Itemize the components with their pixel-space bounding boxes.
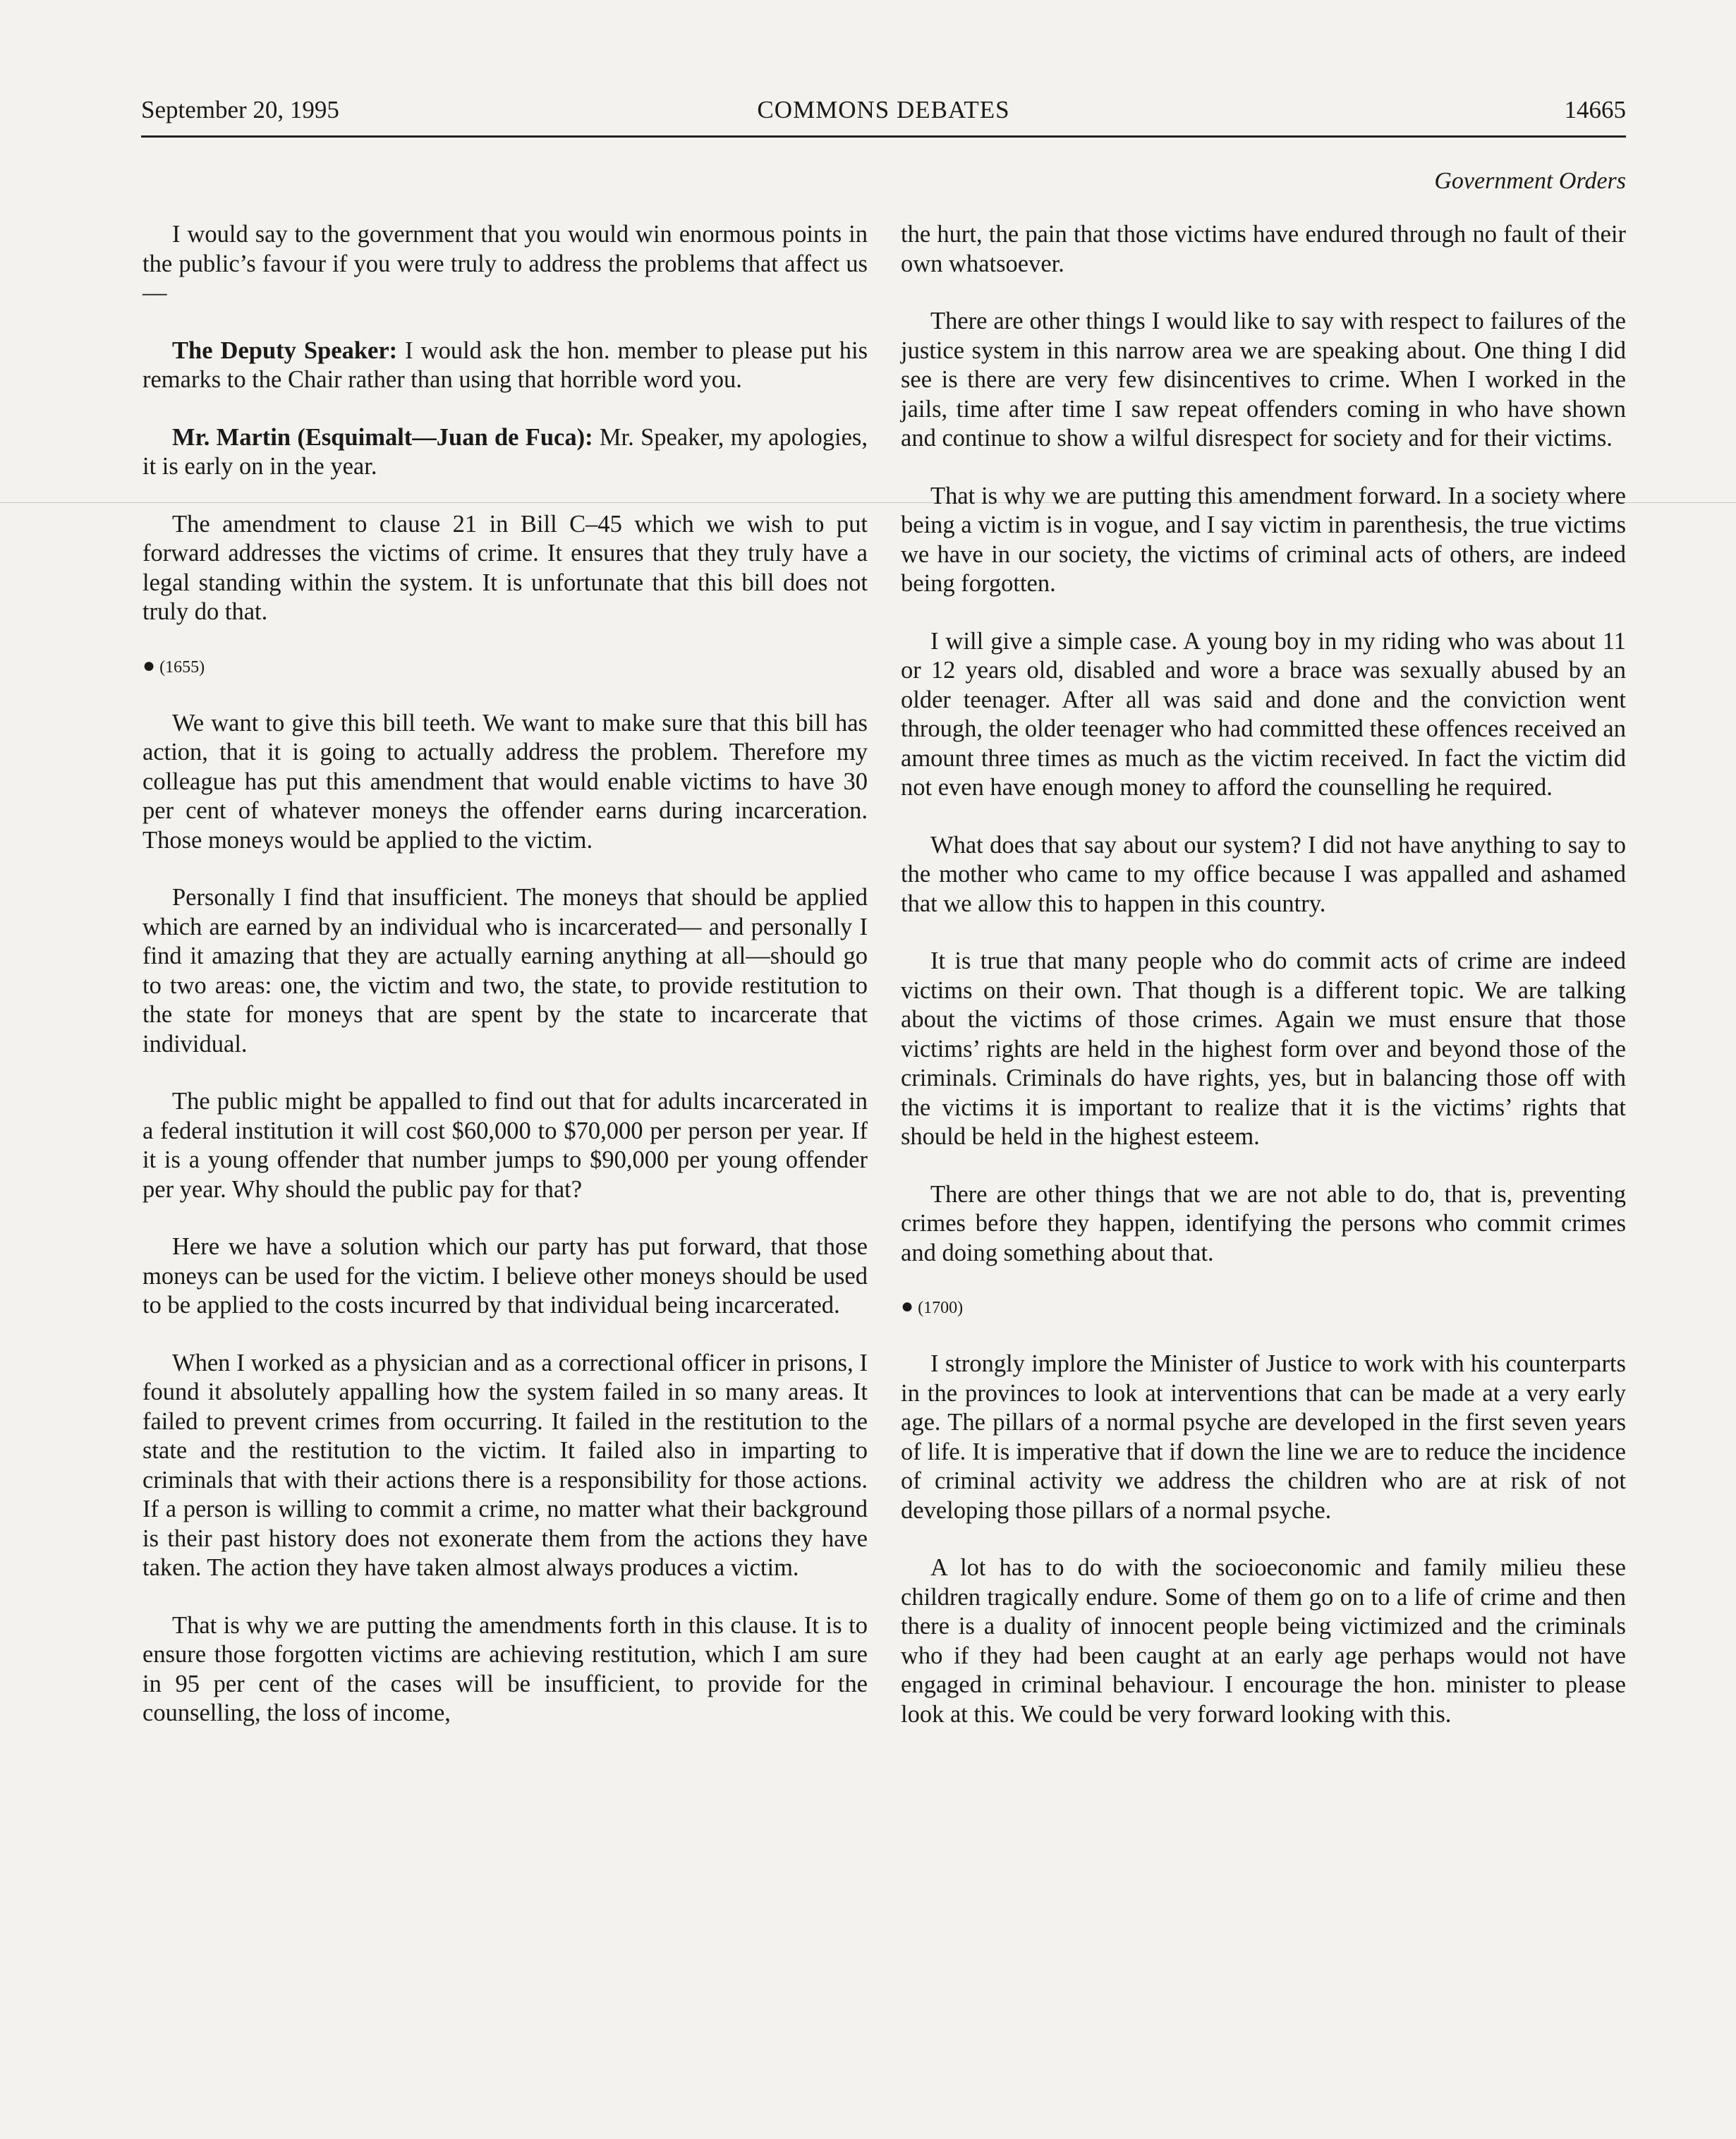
speaker-name: Mr. Martin (Esquimalt—Juan de Fuca): [172, 423, 593, 451]
right-column [901, 220, 1626, 1757]
header-rule [141, 135, 1626, 138]
page-header [141, 96, 1626, 135]
paragraph: There are other things I would like to say with respect to failures of the justice system in this narrow area we are speaking about. One thing I did see is there are very few disincentives to crime. When I worked in the jails, time after time I saw repeat offenders coming in who have shown and continue to show a wilful disrespect for society and for their victims. [901, 308, 1626, 452]
header-page-number: 14665 [1564, 96, 1626, 123]
paragraph: That is why we are putting this amendment forward. In a society where being a victim is in vogue, and I say victim in parenthesis, the true victims we have in our society, the victims of criminal acts of others, are indeed being forgotten. [901, 482, 1626, 597]
paragraph: I strongly implore the Minister of Justice to work with his counterparts in the provinces to look at interventions that can be made at a very early age. The pillars of a normal psyche are developed in the first seven years of life. It is imperative that if down the line we are to reduce the incidence of criminal activity we address the children who are at risk of not developing those pillars of a normal psyche. [901, 1350, 1626, 1524]
paragraph: I would say to the government that you would win enormous points in the public’s favour if you were truly to address the problems that affect us— [142, 221, 868, 306]
paragraph: There are other things that we are not able to do, that is, preventing crimes before they happen, identifying the persons who commit crimes and doing something about that. [901, 1180, 1626, 1266]
paragraph: I will give a simple case. A young boy in my riding who was about 11 or 12 years old, disabled and wore a brace was sexually abused by an older teenager. After all was said and done and the conviction went through, the older teenager who had committed these offences received an amount three times as much as the victim received. In fact the victim did not even have enough money to afford the counselling he required. [901, 627, 1626, 801]
paragraph [142, 337, 868, 395]
paragraph: When I worked as a physician and as a correctional officer in prisons, I found it absolutely appalling how the system failed in so many areas. It failed to prevent crimes from occurring. It failed in the restitution to the state and the restitution to the victim. It failed also in imparting to criminals that with their actions there is a responsibility for those actions. If a person is willing to commit a crime, no matter what their background is their past history does not exonerate them from the actions they have taken. The action they have taken almost always produces a victim. [142, 1349, 868, 1581]
header-journal-title: COMMONS DEBATES [757, 96, 1010, 123]
bullet-icon: ● [901, 1295, 914, 1318]
bullet-icon: ● [142, 653, 156, 677]
time-marker-text: (1700) [918, 1299, 964, 1317]
paragraph: That is why we are putting the amendments forth in this clause. It is to ensure those forgotten victims are achieving restitution, which I am sure in 95 per cent of the cases will be insufficient, to provide for the counselling, the loss of income, [142, 1611, 868, 1726]
time-marker-text: (1655) [159, 658, 205, 677]
speech-text: Mr. Speaker, my apologies, it is early on in the year. [142, 423, 868, 480]
speaker-name: The Deputy Speaker: [172, 337, 398, 364]
time-marker [901, 1296, 1626, 1319]
header-date: September 20, 1995 [141, 96, 339, 123]
paragraph: What does that say about our system? I did not have anything to say to the mother who came to my office because I was appalled and ashamed that we allow this to happen in this country. [901, 831, 1626, 917]
paragraph: It is true that many people who do commit acts of crime are indeed victims on their own. That though is a different topic. We are talking about the victims of those crimes. Again we must ensure that those victims’ rights are held in the highest form over and beyond those of the criminals. Criminals do have rights, yes, but in balancing those off with the victims it is important to realize that it is the victims’ rights that should be held in the highest esteem. [901, 947, 1626, 1150]
paragraph: Here we have a solution which our party has put forward, that those moneys can be used for the victim. I believe other moneys should be used to be applied to the costs incurred by that individual being incarcerated. [142, 1233, 868, 1319]
speech-text: I would ask the hon. member to please put his remarks to the Chair rather than using that horrible word you. [142, 337, 868, 393]
paragraph: A lot has to do with the socioeconomic and family milieu these children tragically endure. Some of them go on to a life of crime and then there is a duality of innocent people being victimized and the criminals who if they had been caught at an early age perhaps would not have engaged in criminal behaviour. I encourage the hon. minister to please look at this. We could be very forward looking with this. [901, 1554, 1626, 1728]
time-marker [142, 655, 868, 678]
left-column [142, 220, 868, 1757]
paragraph: Personally I find that insufficient. The moneys that should be applied which are earned by an individual who is incarcerated— and personally I find it amazing that they are actually earning anything at all—should go to two areas: one, the victim and two, the state, to provide restitution to the state for moneys that are spent by the state to incarcerate that individual. [142, 884, 868, 1058]
paragraph: The amendment to clause 21 in Bill C–45 which we wish to put forward addresses the victims of crime. It ensures that they truly have a legal standing within the system. It is unfortunate that this bill does not truly do that. [142, 510, 868, 625]
paragraph: the hurt, the pain that those victims have endured through no fault of their own whatsoever. [901, 221, 1626, 277]
paragraph: We want to give this bill teeth. We want to make sure that this bill has action, that it is going to actually address the problem. Therefore my colleague has put this amendment that would enable victims to have 30 per cent of whatever moneys the offender earns during incarceration. Those moneys would be applied to the victim. [142, 709, 868, 854]
paragraph: The public might be appalled to find out that for adults incarcerated in a federal institution it will cost $60,000 to $70,000 per person per year. If it is a young offender that number jumps to $90,000 per young offender per year. Why should the public pay for that? [142, 1088, 868, 1203]
paragraph [142, 423, 868, 482]
section-title: Government Orders [1434, 168, 1626, 194]
